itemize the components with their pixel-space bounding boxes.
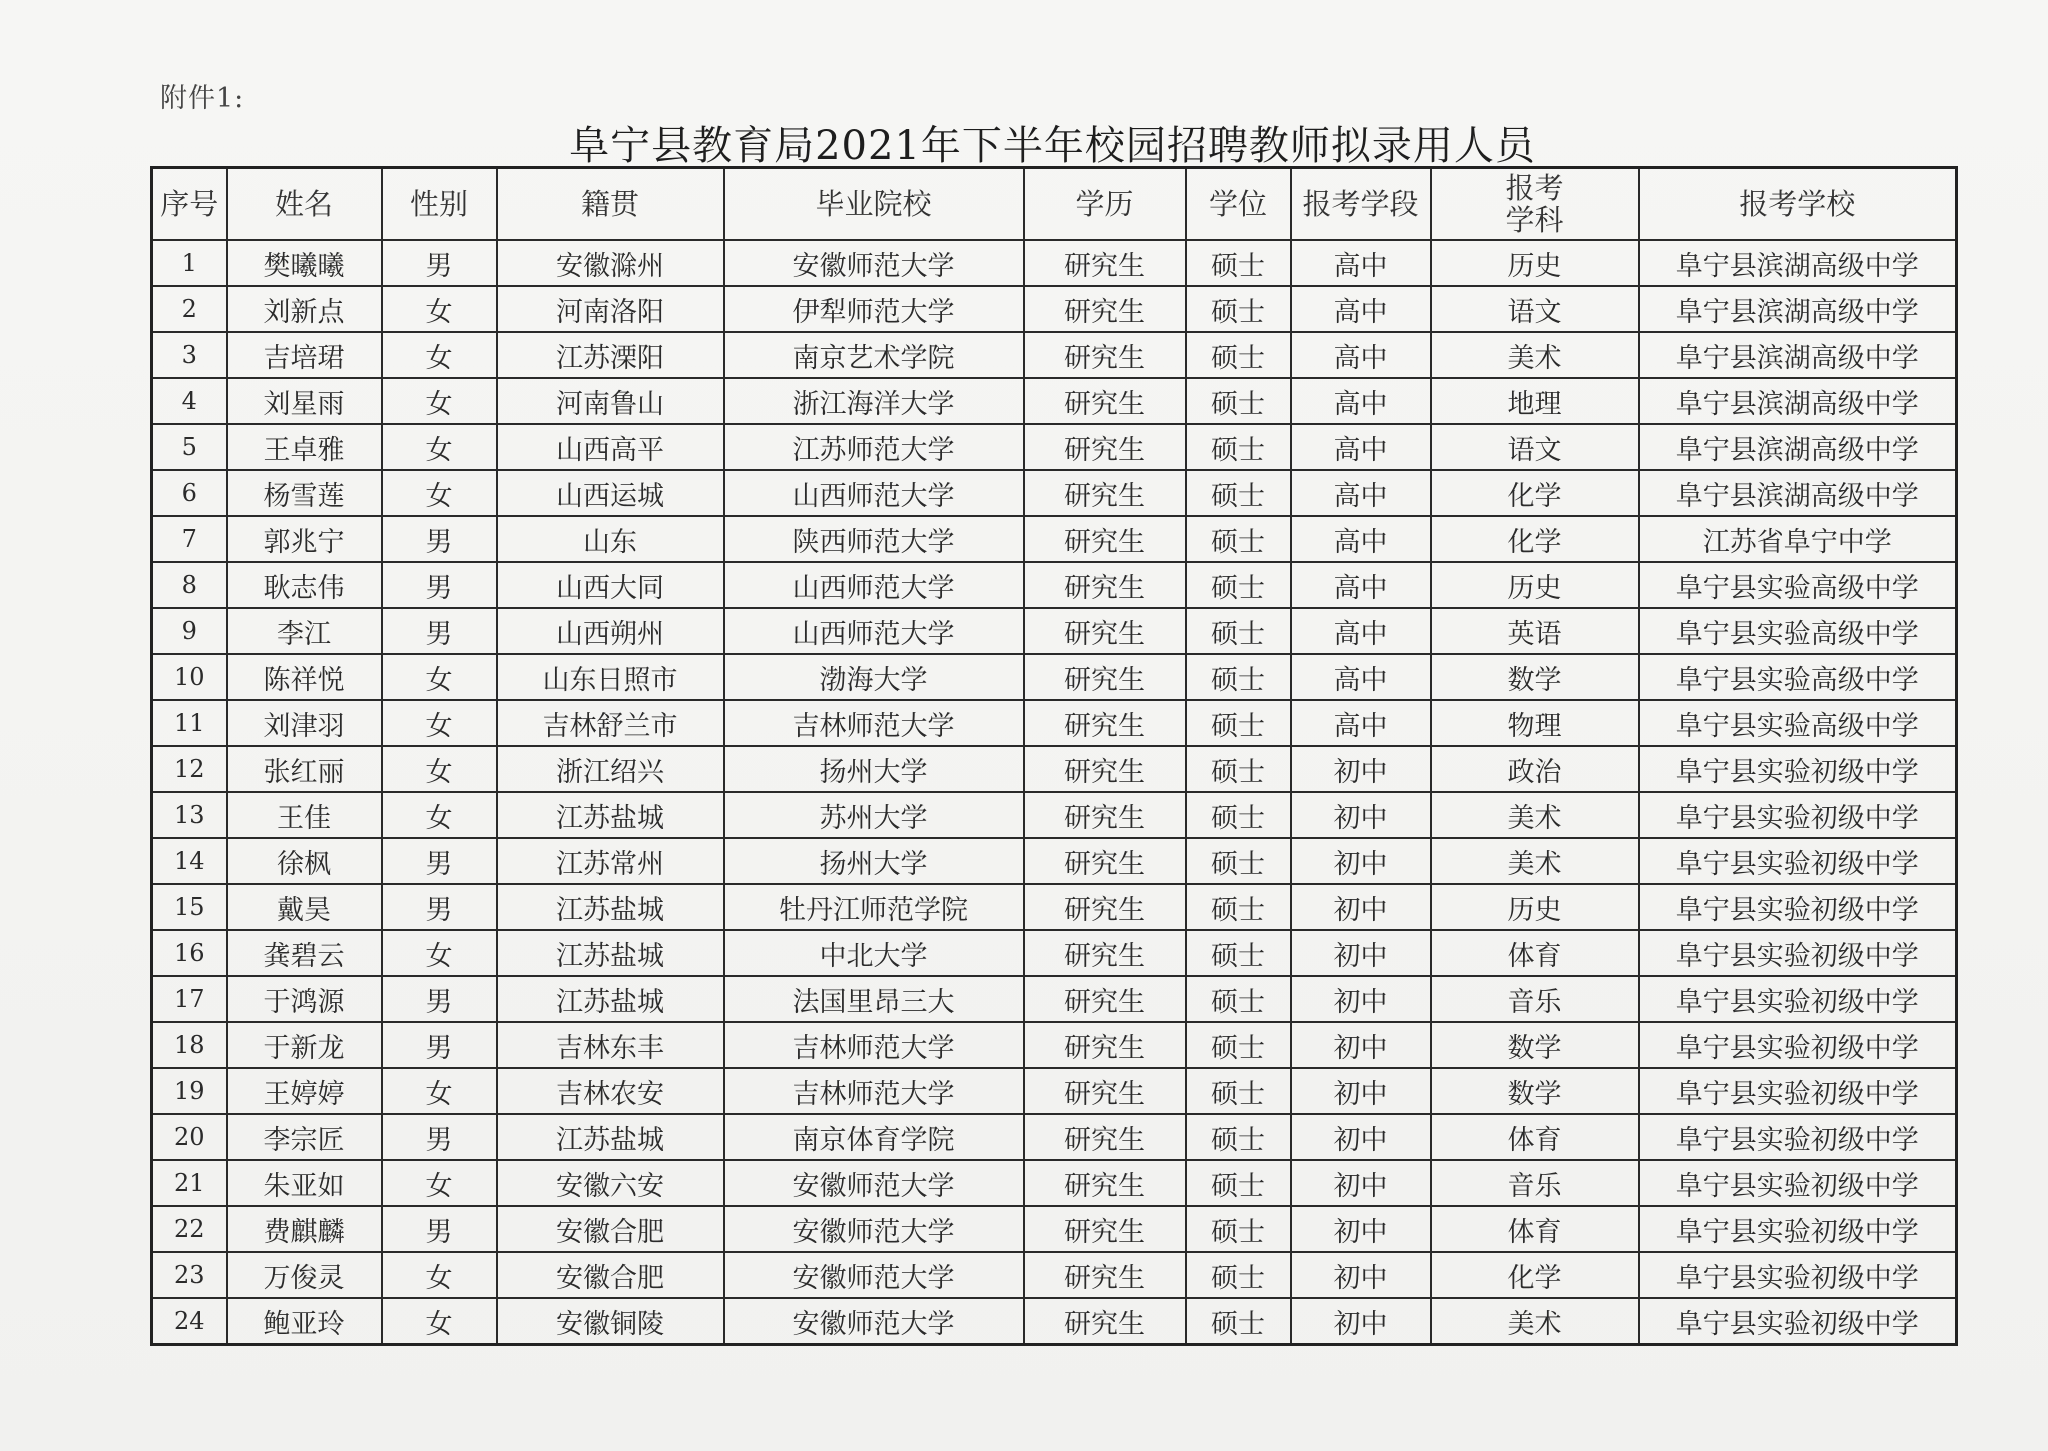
cell-seq: 7 xyxy=(152,516,227,562)
cell-seq: 16 xyxy=(152,930,227,976)
cell-school-level: 初中 xyxy=(1291,930,1431,976)
cell-graduate-school: 扬州大学 xyxy=(724,838,1024,884)
cell-school-level: 初中 xyxy=(1291,838,1431,884)
cell-seq: 14 xyxy=(152,838,227,884)
cell-graduate-school: 安徽师范大学 xyxy=(724,1160,1024,1206)
cell-native-place: 山西大同 xyxy=(497,562,724,608)
cell-subject: 美术 xyxy=(1431,792,1639,838)
cell-seq: 17 xyxy=(152,976,227,1022)
cell-graduate-school: 安徽师范大学 xyxy=(724,1206,1024,1252)
cell-degree: 硕士 xyxy=(1186,332,1291,378)
cell-school-level: 初中 xyxy=(1291,1160,1431,1206)
table-row xyxy=(152,470,1957,516)
cell-seq: 8 xyxy=(152,562,227,608)
attachment-label: 附件1: xyxy=(160,83,245,114)
cell-native-place: 山东 xyxy=(497,516,724,562)
cell-gender: 女 xyxy=(382,332,497,378)
cell-subject: 美术 xyxy=(1431,332,1639,378)
cell-graduate-school: 法国里昂三大 xyxy=(724,976,1024,1022)
cell-native-place: 吉林农安 xyxy=(497,1068,724,1114)
cell-subject: 语文 xyxy=(1431,286,1639,332)
cell-degree: 硕士 xyxy=(1186,930,1291,976)
cell-school-level: 初中 xyxy=(1291,1206,1431,1252)
cell-degree: 硕士 xyxy=(1186,1114,1291,1160)
cell-school-level: 高中 xyxy=(1291,516,1431,562)
cell-gender: 女 xyxy=(382,378,497,424)
table-row xyxy=(152,976,1957,1022)
cell-name: 吉培珺 xyxy=(227,332,382,378)
cell-native-place: 江苏盐城 xyxy=(497,976,724,1022)
cell-education: 研究生 xyxy=(1024,286,1186,332)
cell-seq: 21 xyxy=(152,1160,227,1206)
cell-school-level: 初中 xyxy=(1291,1252,1431,1298)
table-header-row xyxy=(152,168,1957,241)
cell-gender: 女 xyxy=(382,1298,497,1345)
cell-education: 研究生 xyxy=(1024,792,1186,838)
cell-native-place: 江苏盐城 xyxy=(497,792,724,838)
cell-target-school: 阜宁县实验高级中学 xyxy=(1639,562,1957,608)
cell-subject: 体育 xyxy=(1431,1114,1639,1160)
cell-school-level: 初中 xyxy=(1291,1114,1431,1160)
cell-education: 研究生 xyxy=(1024,884,1186,930)
cell-subject: 历史 xyxy=(1431,884,1639,930)
cell-school-level: 高中 xyxy=(1291,654,1431,700)
cell-target-school: 阜宁县滨湖高级中学 xyxy=(1639,378,1957,424)
header-seq: 序号 xyxy=(152,168,227,241)
header-subject xyxy=(1431,168,1639,241)
cell-native-place: 安徽合肥 xyxy=(497,1206,724,1252)
cell-target-school: 阜宁县滨湖高级中学 xyxy=(1639,332,1957,378)
cell-degree: 硕士 xyxy=(1186,1160,1291,1206)
cell-subject: 体育 xyxy=(1431,1206,1639,1252)
cell-name: 杨雪莲 xyxy=(227,470,382,516)
cell-name: 王婷婷 xyxy=(227,1068,382,1114)
cell-gender: 女 xyxy=(382,792,497,838)
cell-education: 研究生 xyxy=(1024,1160,1186,1206)
cell-graduate-school: 山西师范大学 xyxy=(724,608,1024,654)
cell-school-level: 高中 xyxy=(1291,378,1431,424)
cell-school-level: 初中 xyxy=(1291,792,1431,838)
cell-degree: 硕士 xyxy=(1186,424,1291,470)
cell-education: 研究生 xyxy=(1024,470,1186,516)
cell-target-school: 阜宁县实验高级中学 xyxy=(1639,700,1957,746)
cell-degree: 硕士 xyxy=(1186,516,1291,562)
cell-gender: 男 xyxy=(382,884,497,930)
cell-education: 研究生 xyxy=(1024,562,1186,608)
cell-education: 研究生 xyxy=(1024,1206,1186,1252)
cell-graduate-school: 山西师范大学 xyxy=(724,470,1024,516)
cell-native-place: 安徽六安 xyxy=(497,1160,724,1206)
cell-seq: 4 xyxy=(152,378,227,424)
cell-education: 研究生 xyxy=(1024,608,1186,654)
table-row xyxy=(152,516,1957,562)
cell-degree: 硕士 xyxy=(1186,1206,1291,1252)
table-row xyxy=(152,884,1957,930)
cell-seq: 22 xyxy=(152,1206,227,1252)
cell-name: 戴昊 xyxy=(227,884,382,930)
cell-name: 李宗匠 xyxy=(227,1114,382,1160)
header-native-place: 籍贯 xyxy=(497,168,724,241)
cell-degree: 硕士 xyxy=(1186,286,1291,332)
cell-subject: 美术 xyxy=(1431,1298,1639,1345)
cell-school-level: 高中 xyxy=(1291,240,1431,286)
cell-subject: 化学 xyxy=(1431,516,1639,562)
cell-seq: 10 xyxy=(152,654,227,700)
cell-degree: 硕士 xyxy=(1186,792,1291,838)
cell-name: 陈祥悦 xyxy=(227,654,382,700)
cell-graduate-school: 安徽师范大学 xyxy=(724,240,1024,286)
cell-degree: 硕士 xyxy=(1186,470,1291,516)
cell-target-school: 阜宁县实验初级中学 xyxy=(1639,792,1957,838)
header-subject-line2: 学科 xyxy=(1505,203,1564,237)
cell-education: 研究生 xyxy=(1024,240,1186,286)
cell-education: 研究生 xyxy=(1024,930,1186,976)
cell-native-place: 安徽合肥 xyxy=(497,1252,724,1298)
cell-name: 刘星雨 xyxy=(227,378,382,424)
cell-gender: 男 xyxy=(382,976,497,1022)
cell-school-level: 初中 xyxy=(1291,1298,1431,1345)
cell-name: 于鸿源 xyxy=(227,976,382,1022)
cell-name: 王佳 xyxy=(227,792,382,838)
cell-name: 万俊灵 xyxy=(227,1252,382,1298)
cell-gender: 女 xyxy=(382,424,497,470)
table-row xyxy=(152,608,1957,654)
cell-seq: 5 xyxy=(152,424,227,470)
cell-target-school: 阜宁县实验初级中学 xyxy=(1639,1114,1957,1160)
table-row xyxy=(152,424,1957,470)
cell-gender: 男 xyxy=(382,516,497,562)
table-row xyxy=(152,286,1957,332)
cell-graduate-school: 吉林师范大学 xyxy=(724,1022,1024,1068)
cell-name: 王卓雅 xyxy=(227,424,382,470)
cell-graduate-school: 江苏师范大学 xyxy=(724,424,1024,470)
cell-education: 研究生 xyxy=(1024,1068,1186,1114)
cell-education: 研究生 xyxy=(1024,838,1186,884)
cell-subject: 音乐 xyxy=(1431,1160,1639,1206)
cell-gender: 女 xyxy=(382,700,497,746)
cell-graduate-school: 浙江海洋大学 xyxy=(724,378,1024,424)
document-title: 阜宁县教育局2021年下半年校园招聘教师拟录用人员 xyxy=(569,123,1536,169)
cell-name: 李江 xyxy=(227,608,382,654)
cell-name: 刘新点 xyxy=(227,286,382,332)
table-row xyxy=(152,240,1957,286)
cell-native-place: 吉林东丰 xyxy=(497,1022,724,1068)
cell-graduate-school: 渤海大学 xyxy=(724,654,1024,700)
cell-target-school: 阜宁县实验初级中学 xyxy=(1639,1252,1957,1298)
cell-degree: 硕士 xyxy=(1186,1252,1291,1298)
cell-gender: 女 xyxy=(382,1068,497,1114)
cell-native-place: 山西朔州 xyxy=(497,608,724,654)
cell-subject: 体育 xyxy=(1431,930,1639,976)
table-row xyxy=(152,1298,1957,1345)
cell-native-place: 浙江绍兴 xyxy=(497,746,724,792)
cell-school-level: 初中 xyxy=(1291,884,1431,930)
cell-native-place: 山西运城 xyxy=(497,470,724,516)
cell-target-school: 阜宁县实验初级中学 xyxy=(1639,746,1957,792)
cell-target-school: 阜宁县滨湖高级中学 xyxy=(1639,424,1957,470)
cell-graduate-school: 吉林师范大学 xyxy=(724,700,1024,746)
cell-native-place: 安徽滁州 xyxy=(497,240,724,286)
cell-seq: 15 xyxy=(152,884,227,930)
cell-target-school: 阜宁县实验初级中学 xyxy=(1639,976,1957,1022)
cell-name: 朱亚如 xyxy=(227,1160,382,1206)
cell-graduate-school: 牡丹江师范学院 xyxy=(724,884,1024,930)
cell-degree: 硕士 xyxy=(1186,746,1291,792)
cell-native-place: 山东日照市 xyxy=(497,654,724,700)
cell-target-school: 阜宁县实验高级中学 xyxy=(1639,608,1957,654)
cell-school-level: 高中 xyxy=(1291,332,1431,378)
cell-education: 研究生 xyxy=(1024,516,1186,562)
cell-target-school: 阜宁县实验初级中学 xyxy=(1639,930,1957,976)
cell-target-school: 阜宁县实验初级中学 xyxy=(1639,1160,1957,1206)
cell-seq: 6 xyxy=(152,470,227,516)
cell-target-school: 阜宁县实验初级中学 xyxy=(1639,1298,1957,1345)
cell-target-school: 阜宁县实验初级中学 xyxy=(1639,1022,1957,1068)
cell-graduate-school: 陕西师范大学 xyxy=(724,516,1024,562)
cell-seq: 1 xyxy=(152,240,227,286)
cell-native-place: 安徽铜陵 xyxy=(497,1298,724,1345)
cell-school-level: 高中 xyxy=(1291,286,1431,332)
cell-education: 研究生 xyxy=(1024,700,1186,746)
cell-name: 于新龙 xyxy=(227,1022,382,1068)
table-row xyxy=(152,332,1957,378)
cell-graduate-school: 安徽师范大学 xyxy=(724,1252,1024,1298)
cell-subject: 美术 xyxy=(1431,838,1639,884)
cell-target-school: 阜宁县滨湖高级中学 xyxy=(1639,470,1957,516)
cell-graduate-school: 安徽师范大学 xyxy=(724,1298,1024,1345)
cell-subject: 英语 xyxy=(1431,608,1639,654)
cell-seq: 18 xyxy=(152,1022,227,1068)
cell-gender: 男 xyxy=(382,1114,497,1160)
table-row xyxy=(152,930,1957,976)
cell-education: 研究生 xyxy=(1024,1114,1186,1160)
cell-graduate-school: 山西师范大学 xyxy=(724,562,1024,608)
cell-graduate-school: 吉林师范大学 xyxy=(724,1068,1024,1114)
table-row xyxy=(152,700,1957,746)
cell-native-place: 江苏盐城 xyxy=(497,1114,724,1160)
cell-school-level: 高中 xyxy=(1291,608,1431,654)
cell-subject: 历史 xyxy=(1431,562,1639,608)
cell-education: 研究生 xyxy=(1024,1252,1186,1298)
cell-school-level: 高中 xyxy=(1291,470,1431,516)
cell-education: 研究生 xyxy=(1024,332,1186,378)
cell-education: 研究生 xyxy=(1024,1022,1186,1068)
hiring-roster-table xyxy=(150,166,1958,1346)
cell-name: 鲍亚玲 xyxy=(227,1298,382,1345)
cell-native-place: 山西高平 xyxy=(497,424,724,470)
cell-degree: 硕士 xyxy=(1186,976,1291,1022)
cell-gender: 女 xyxy=(382,746,497,792)
table-row xyxy=(152,654,1957,700)
cell-native-place: 河南鲁山 xyxy=(497,378,724,424)
cell-subject: 数学 xyxy=(1431,1022,1639,1068)
cell-native-place: 江苏盐城 xyxy=(497,884,724,930)
cell-seq: 3 xyxy=(152,332,227,378)
cell-degree: 硕士 xyxy=(1186,1068,1291,1114)
table-row xyxy=(152,1114,1957,1160)
table-row xyxy=(152,1068,1957,1114)
cell-subject: 政治 xyxy=(1431,746,1639,792)
cell-subject: 数学 xyxy=(1431,1068,1639,1114)
cell-name: 耿志伟 xyxy=(227,562,382,608)
cell-degree: 硕士 xyxy=(1186,562,1291,608)
table-row xyxy=(152,378,1957,424)
table-row xyxy=(152,1206,1957,1252)
cell-degree: 硕士 xyxy=(1186,1298,1291,1345)
cell-education: 研究生 xyxy=(1024,378,1186,424)
cell-gender: 男 xyxy=(382,562,497,608)
cell-subject: 化学 xyxy=(1431,470,1639,516)
header-school-level: 报考学段 xyxy=(1291,168,1431,241)
cell-seq: 23 xyxy=(152,1252,227,1298)
cell-subject: 化学 xyxy=(1431,1252,1639,1298)
cell-seq: 24 xyxy=(152,1298,227,1345)
cell-graduate-school: 中北大学 xyxy=(724,930,1024,976)
cell-gender: 男 xyxy=(382,838,497,884)
table-row xyxy=(152,792,1957,838)
cell-graduate-school: 南京艺术学院 xyxy=(724,332,1024,378)
cell-degree: 硕士 xyxy=(1186,378,1291,424)
header-gender: 性别 xyxy=(382,168,497,241)
cell-native-place: 江苏盐城 xyxy=(497,930,724,976)
cell-gender: 男 xyxy=(382,1206,497,1252)
table-row xyxy=(152,1252,1957,1298)
cell-school-level: 初中 xyxy=(1291,1068,1431,1114)
table-row xyxy=(152,838,1957,884)
cell-seq: 11 xyxy=(152,700,227,746)
cell-target-school: 阜宁县实验高级中学 xyxy=(1639,654,1957,700)
cell-subject: 数学 xyxy=(1431,654,1639,700)
cell-degree: 硕士 xyxy=(1186,608,1291,654)
cell-seq: 13 xyxy=(152,792,227,838)
cell-subject: 历史 xyxy=(1431,240,1639,286)
cell-seq: 12 xyxy=(152,746,227,792)
table-row xyxy=(152,1160,1957,1206)
cell-target-school: 江苏省阜宁中学 xyxy=(1639,516,1957,562)
cell-target-school: 阜宁县实验初级中学 xyxy=(1639,1068,1957,1114)
cell-name: 张红丽 xyxy=(227,746,382,792)
cell-education: 研究生 xyxy=(1024,654,1186,700)
cell-name: 费麒麟 xyxy=(227,1206,382,1252)
table-row xyxy=(152,1022,1957,1068)
cell-gender: 男 xyxy=(382,608,497,654)
table-body xyxy=(152,240,1957,1345)
cell-target-school: 阜宁县实验初级中学 xyxy=(1639,884,1957,930)
cell-degree: 硕士 xyxy=(1186,884,1291,930)
cell-subject: 物理 xyxy=(1431,700,1639,746)
cell-school-level: 初中 xyxy=(1291,976,1431,1022)
cell-target-school: 阜宁县实验初级中学 xyxy=(1639,1206,1957,1252)
cell-name: 龚碧云 xyxy=(227,930,382,976)
cell-name: 刘津羽 xyxy=(227,700,382,746)
cell-target-school: 阜宁县滨湖高级中学 xyxy=(1639,286,1957,332)
cell-native-place: 江苏常州 xyxy=(497,838,724,884)
cell-graduate-school: 南京体育学院 xyxy=(724,1114,1024,1160)
cell-gender: 女 xyxy=(382,470,497,516)
cell-native-place: 河南洛阳 xyxy=(497,286,724,332)
cell-name: 樊曦曦 xyxy=(227,240,382,286)
cell-degree: 硕士 xyxy=(1186,654,1291,700)
cell-school-level: 初中 xyxy=(1291,1022,1431,1068)
cell-name: 郭兆宁 xyxy=(227,516,382,562)
cell-target-school: 阜宁县滨湖高级中学 xyxy=(1639,240,1957,286)
cell-degree: 硕士 xyxy=(1186,838,1291,884)
cell-education: 研究生 xyxy=(1024,1298,1186,1345)
cell-graduate-school: 扬州大学 xyxy=(724,746,1024,792)
cell-name: 徐枫 xyxy=(227,838,382,884)
cell-seq: 2 xyxy=(152,286,227,332)
cell-gender: 女 xyxy=(382,930,497,976)
cell-school-level: 高中 xyxy=(1291,700,1431,746)
cell-gender: 女 xyxy=(382,286,497,332)
cell-subject: 音乐 xyxy=(1431,976,1639,1022)
cell-native-place: 吉林舒兰市 xyxy=(497,700,724,746)
cell-graduate-school: 伊犁师范大学 xyxy=(724,286,1024,332)
header-name: 姓名 xyxy=(227,168,382,241)
cell-graduate-school: 苏州大学 xyxy=(724,792,1024,838)
cell-seq: 19 xyxy=(152,1068,227,1114)
header-target-school: 报考学校 xyxy=(1639,168,1957,241)
table-row xyxy=(152,562,1957,608)
header-degree: 学位 xyxy=(1186,168,1291,241)
cell-gender: 女 xyxy=(382,1252,497,1298)
cell-school-level: 高中 xyxy=(1291,562,1431,608)
table-row xyxy=(152,746,1957,792)
header-graduate-school: 毕业院校 xyxy=(724,168,1024,241)
cell-gender: 女 xyxy=(382,654,497,700)
cell-school-level: 高中 xyxy=(1291,424,1431,470)
header-education: 学历 xyxy=(1024,168,1186,241)
cell-education: 研究生 xyxy=(1024,976,1186,1022)
cell-degree: 硕士 xyxy=(1186,1022,1291,1068)
cell-native-place: 江苏溧阳 xyxy=(497,332,724,378)
cell-subject: 地理 xyxy=(1431,378,1639,424)
cell-target-school: 阜宁县实验初级中学 xyxy=(1639,838,1957,884)
cell-education: 研究生 xyxy=(1024,424,1186,470)
cell-seq: 9 xyxy=(152,608,227,654)
cell-degree: 硕士 xyxy=(1186,700,1291,746)
cell-gender: 男 xyxy=(382,240,497,286)
cell-subject: 语文 xyxy=(1431,424,1639,470)
cell-gender: 女 xyxy=(382,1160,497,1206)
cell-seq: 20 xyxy=(152,1114,227,1160)
cell-degree: 硕士 xyxy=(1186,240,1291,286)
cell-education: 研究生 xyxy=(1024,746,1186,792)
cell-school-level: 初中 xyxy=(1291,746,1431,792)
cell-gender: 男 xyxy=(382,1022,497,1068)
header-subject-line1: 报考 xyxy=(1505,171,1564,205)
